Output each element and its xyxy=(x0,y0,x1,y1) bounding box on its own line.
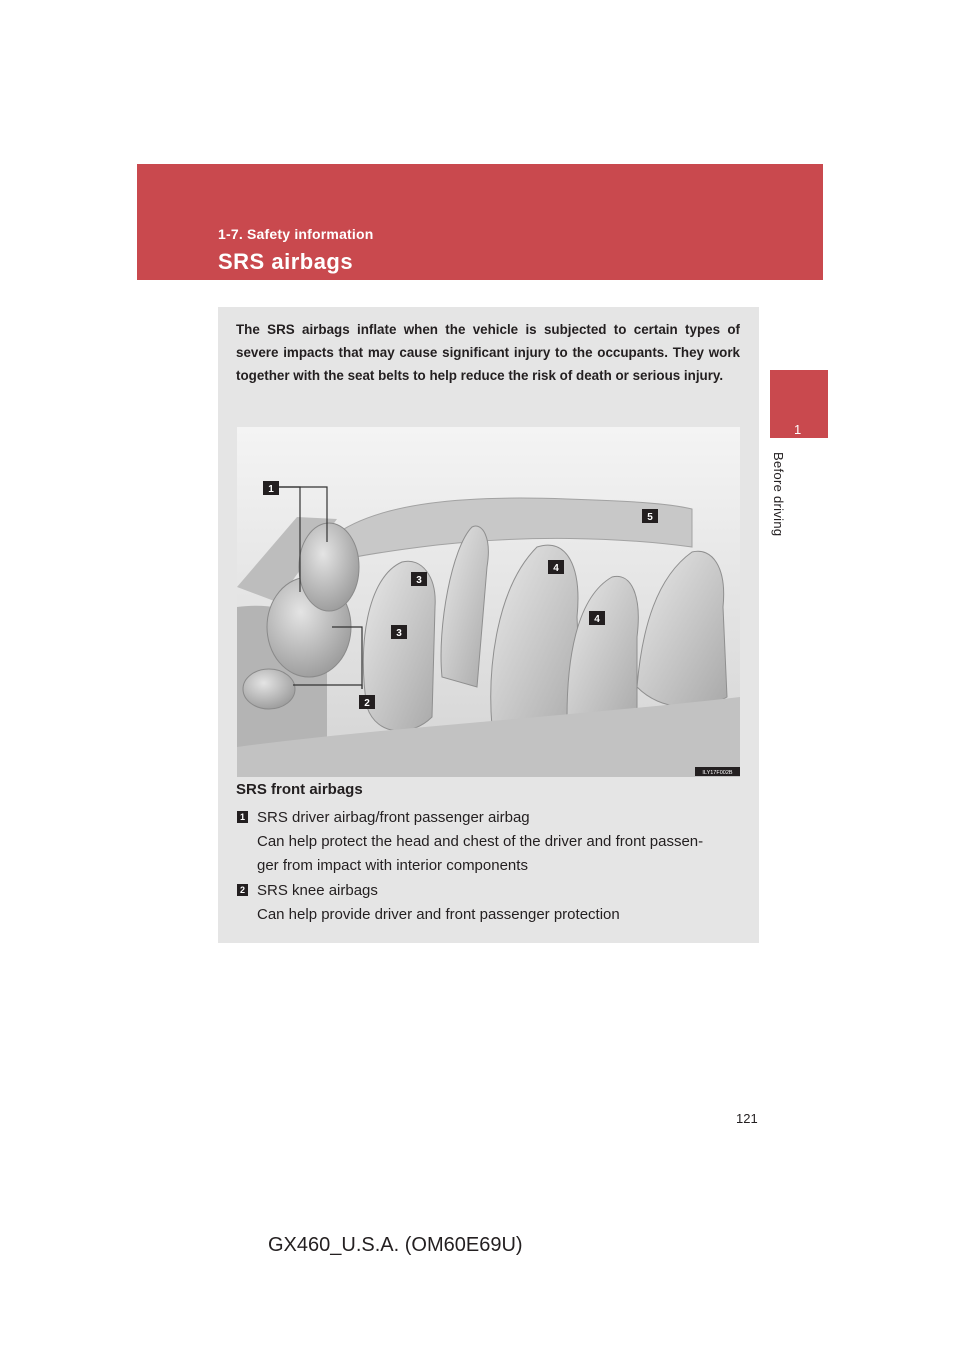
callout-2-label: 2 xyxy=(364,698,370,709)
knee-airbag xyxy=(243,669,295,709)
chapter-number: 1 xyxy=(794,422,802,437)
callout-4-upper xyxy=(548,560,564,574)
callout-2 xyxy=(359,695,375,709)
callout-3-upper xyxy=(411,572,427,586)
front-airbags-heading: SRS front airbags xyxy=(236,781,363,798)
airbag-illustration xyxy=(237,427,740,777)
document-code: GX460_U.S.A. (OM60E69U) xyxy=(268,1234,523,1256)
item-description: Can help protect the head and chest of the driver and front passen- xyxy=(257,833,704,850)
illustration-code: ILY17F002B xyxy=(702,770,733,776)
item-number-badge: 1 xyxy=(237,811,248,823)
list-item xyxy=(236,879,746,927)
chapter-label: Before driving xyxy=(771,452,786,537)
item-description: ger from impact with interior components xyxy=(257,857,528,874)
page-number: 121 xyxy=(736,1111,758,1126)
callout-4-upper-label: 4 xyxy=(553,563,559,574)
callout-3-lower-label: 3 xyxy=(396,628,402,639)
callout-5-label: 5 xyxy=(647,512,653,523)
chapter-tab[interactable] xyxy=(770,370,828,438)
list-item xyxy=(236,806,746,878)
page-title: SRS airbags xyxy=(218,249,354,274)
item-description: Can help provide driver and front passenger protection xyxy=(257,906,620,923)
callout-5 xyxy=(642,509,658,523)
passenger-airbag xyxy=(299,523,359,611)
item-title: SRS knee airbags xyxy=(257,882,378,899)
item-number-badge: 2 xyxy=(237,884,248,896)
section-label: 1-7. Safety information xyxy=(218,226,374,242)
illustration-code-tag xyxy=(695,767,740,776)
callout-3-upper-label: 3 xyxy=(416,575,422,586)
intro-paragraph: The SRS airbags inflate when the vehicle is subjected to certain types of severe impacts that may cause significant injury to the occupants. They work together with the seat belts to help reduce the risk of death or serious injury. xyxy=(236,322,740,383)
callout-3-lower xyxy=(391,625,407,639)
callout-4-lower-label: 4 xyxy=(594,614,600,625)
callout-1-label: 1 xyxy=(268,484,274,495)
callout-4-lower xyxy=(589,611,605,625)
item-title: SRS driver airbag/front passenger airbag xyxy=(257,809,530,826)
callout-1 xyxy=(263,481,279,495)
